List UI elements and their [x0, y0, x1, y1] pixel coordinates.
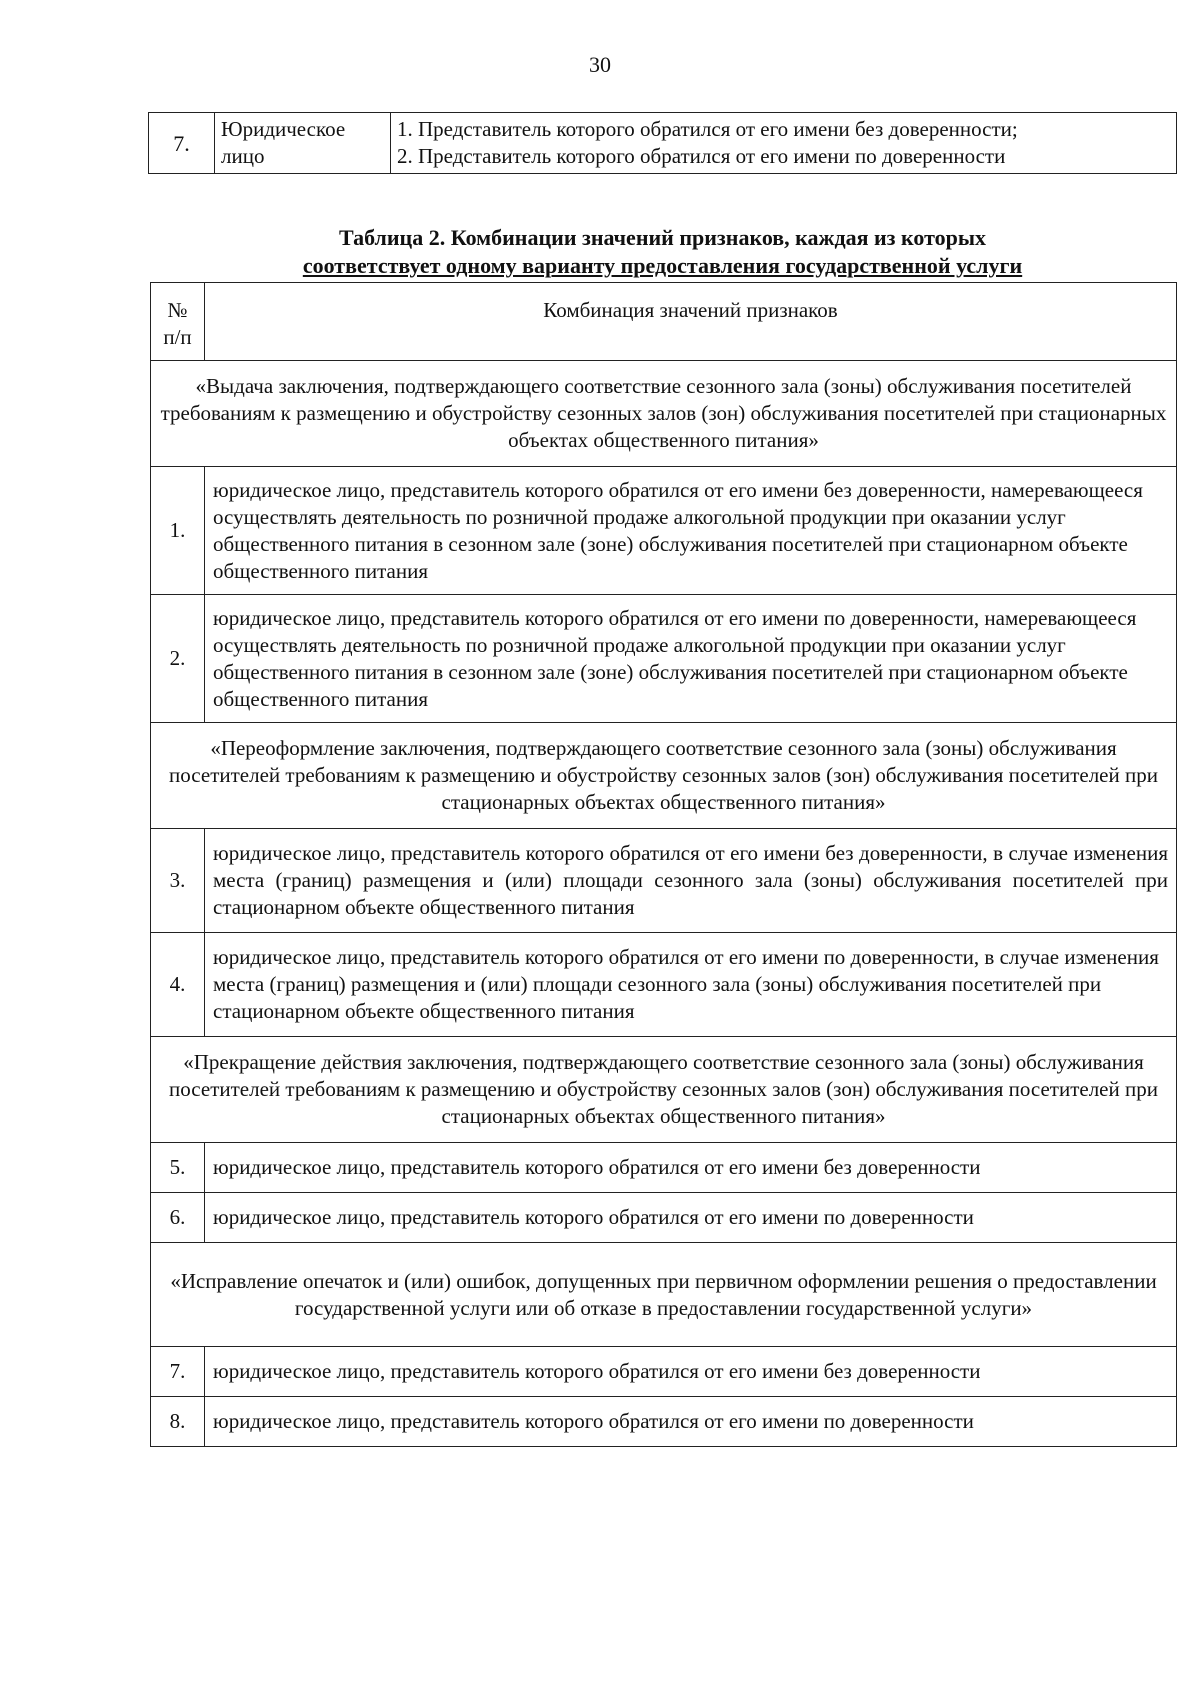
row-text: юридическое лицо, представитель которого обратился от его имени без доверенности, намеревающееся осуществлять деятельность по розничной продаже алкогольной продукции при оказании услуг общественного питания в сезонном зале (зоне) обслуживания посетителей при стационарном объекте общественного питания	[205, 467, 1177, 595]
table-header-row	[151, 283, 1177, 361]
table-row	[151, 933, 1177, 1037]
row-number: 7.	[151, 1347, 205, 1397]
section-title: «Выдача заключения, подтверждающего соответствие сезонного зала (зоны) обслуживания посетителей требованиям к размещению и обустройству сезонных залов (зон) обслуживания посетителей при стационарных объектах общественного питания»	[151, 361, 1177, 467]
row-text: юридическое лицо, представитель которого обратился от его имени по доверенности	[205, 1193, 1177, 1243]
row-number: 3.	[151, 829, 205, 933]
table-row	[151, 595, 1177, 723]
attribute-value: 1. Представитель которого обратился от его имени без доверенности;	[397, 117, 1018, 141]
table-row	[151, 1143, 1177, 1193]
table-row	[151, 829, 1177, 933]
row-number: 1.	[151, 467, 205, 595]
row-text: юридическое лицо, представитель которого обратился от его имени по доверенности, намеревающееся осуществлять деятельность по розничной продаже алкогольной продукции при оказании услуг общественного питания в сезонном зале (зоне) обслуживания посетителей при стационарном объекте общественного питания	[205, 595, 1177, 723]
table-row	[149, 113, 1177, 174]
header-title: Комбинация значений признаков	[205, 283, 1177, 361]
caption-line: соответствует одному варианту предоставления государственной услуги	[302, 253, 1023, 278]
row-number: 8.	[151, 1397, 205, 1447]
row-number: 5.	[151, 1143, 205, 1193]
row-text: юридическое лицо, представитель которого обратился от его имени без доверенности	[205, 1143, 1177, 1193]
attribute-value: 2. Представитель которого обратился от его имени по доверенности	[397, 144, 1006, 168]
table-2-caption	[148, 224, 1177, 280]
header-number: № п/п	[151, 283, 205, 361]
row-text: юридическое лицо, представитель которого обратился от его имени без доверенности, в случае изменения места (границ) размещения и (или) площади сезонного зала (зоны) обслуживания посетителей при стационарном объекте общественного питания	[205, 829, 1177, 933]
section-row	[151, 1037, 1177, 1143]
section-row	[151, 1243, 1177, 1347]
row-number: 6.	[151, 1193, 205, 1243]
page-number: 30	[589, 52, 611, 77]
table-row	[151, 1347, 1177, 1397]
section-title: «Исправление опечаток и (или) ошибок, допущенных при первичном оформлении решения о предоставлении государственной услуги или об отказе в предоставлении государственной услуги»	[151, 1243, 1177, 1347]
applicant-type: Юридическое лицо	[215, 113, 391, 174]
table-row	[151, 467, 1177, 595]
row-text: юридическое лицо, представитель которого обратился от его имени по доверенности	[205, 1397, 1177, 1447]
section-row	[151, 723, 1177, 829]
section-title: «Прекращение действия заключения, подтверждающего соответствие сезонного зала (зоны) обслуживания посетителей требованиям к размещению и обустройству сезонных залов (зон) обслуживания посетителей при стационарных объектах общественного питания»	[151, 1037, 1177, 1143]
table-row	[151, 1397, 1177, 1447]
attribute-values	[391, 113, 1177, 174]
row-text: юридическое лицо, представитель которого обратился от его имени без доверенности	[205, 1347, 1177, 1397]
table-row	[151, 1193, 1177, 1243]
table-2	[150, 282, 1177, 1447]
section-row	[151, 361, 1177, 467]
section-title: «Переоформление заключения, подтверждающего соответствие сезонного зала (зоны) обслуживания посетителей требованиям к размещению и обустройству сезонных залов (зон) обслуживания посетителей при стационарных объектах общественного питания»	[151, 723, 1177, 829]
caption-line: Таблица 2. Комбинации значений признаков, каждая из которых	[338, 225, 987, 250]
table-1-continuation	[148, 112, 1177, 174]
row-number: 7.	[149, 113, 215, 174]
row-number: 4.	[151, 933, 205, 1037]
row-text: юридическое лицо, представитель которого обратился от его имени по доверенности, в случае изменения места (границ) размещения и (или) площади сезонного зала (зоны) обслуживания посетителей при стационарном объекте общественного питания	[205, 933, 1177, 1037]
row-number: 2.	[151, 595, 205, 723]
